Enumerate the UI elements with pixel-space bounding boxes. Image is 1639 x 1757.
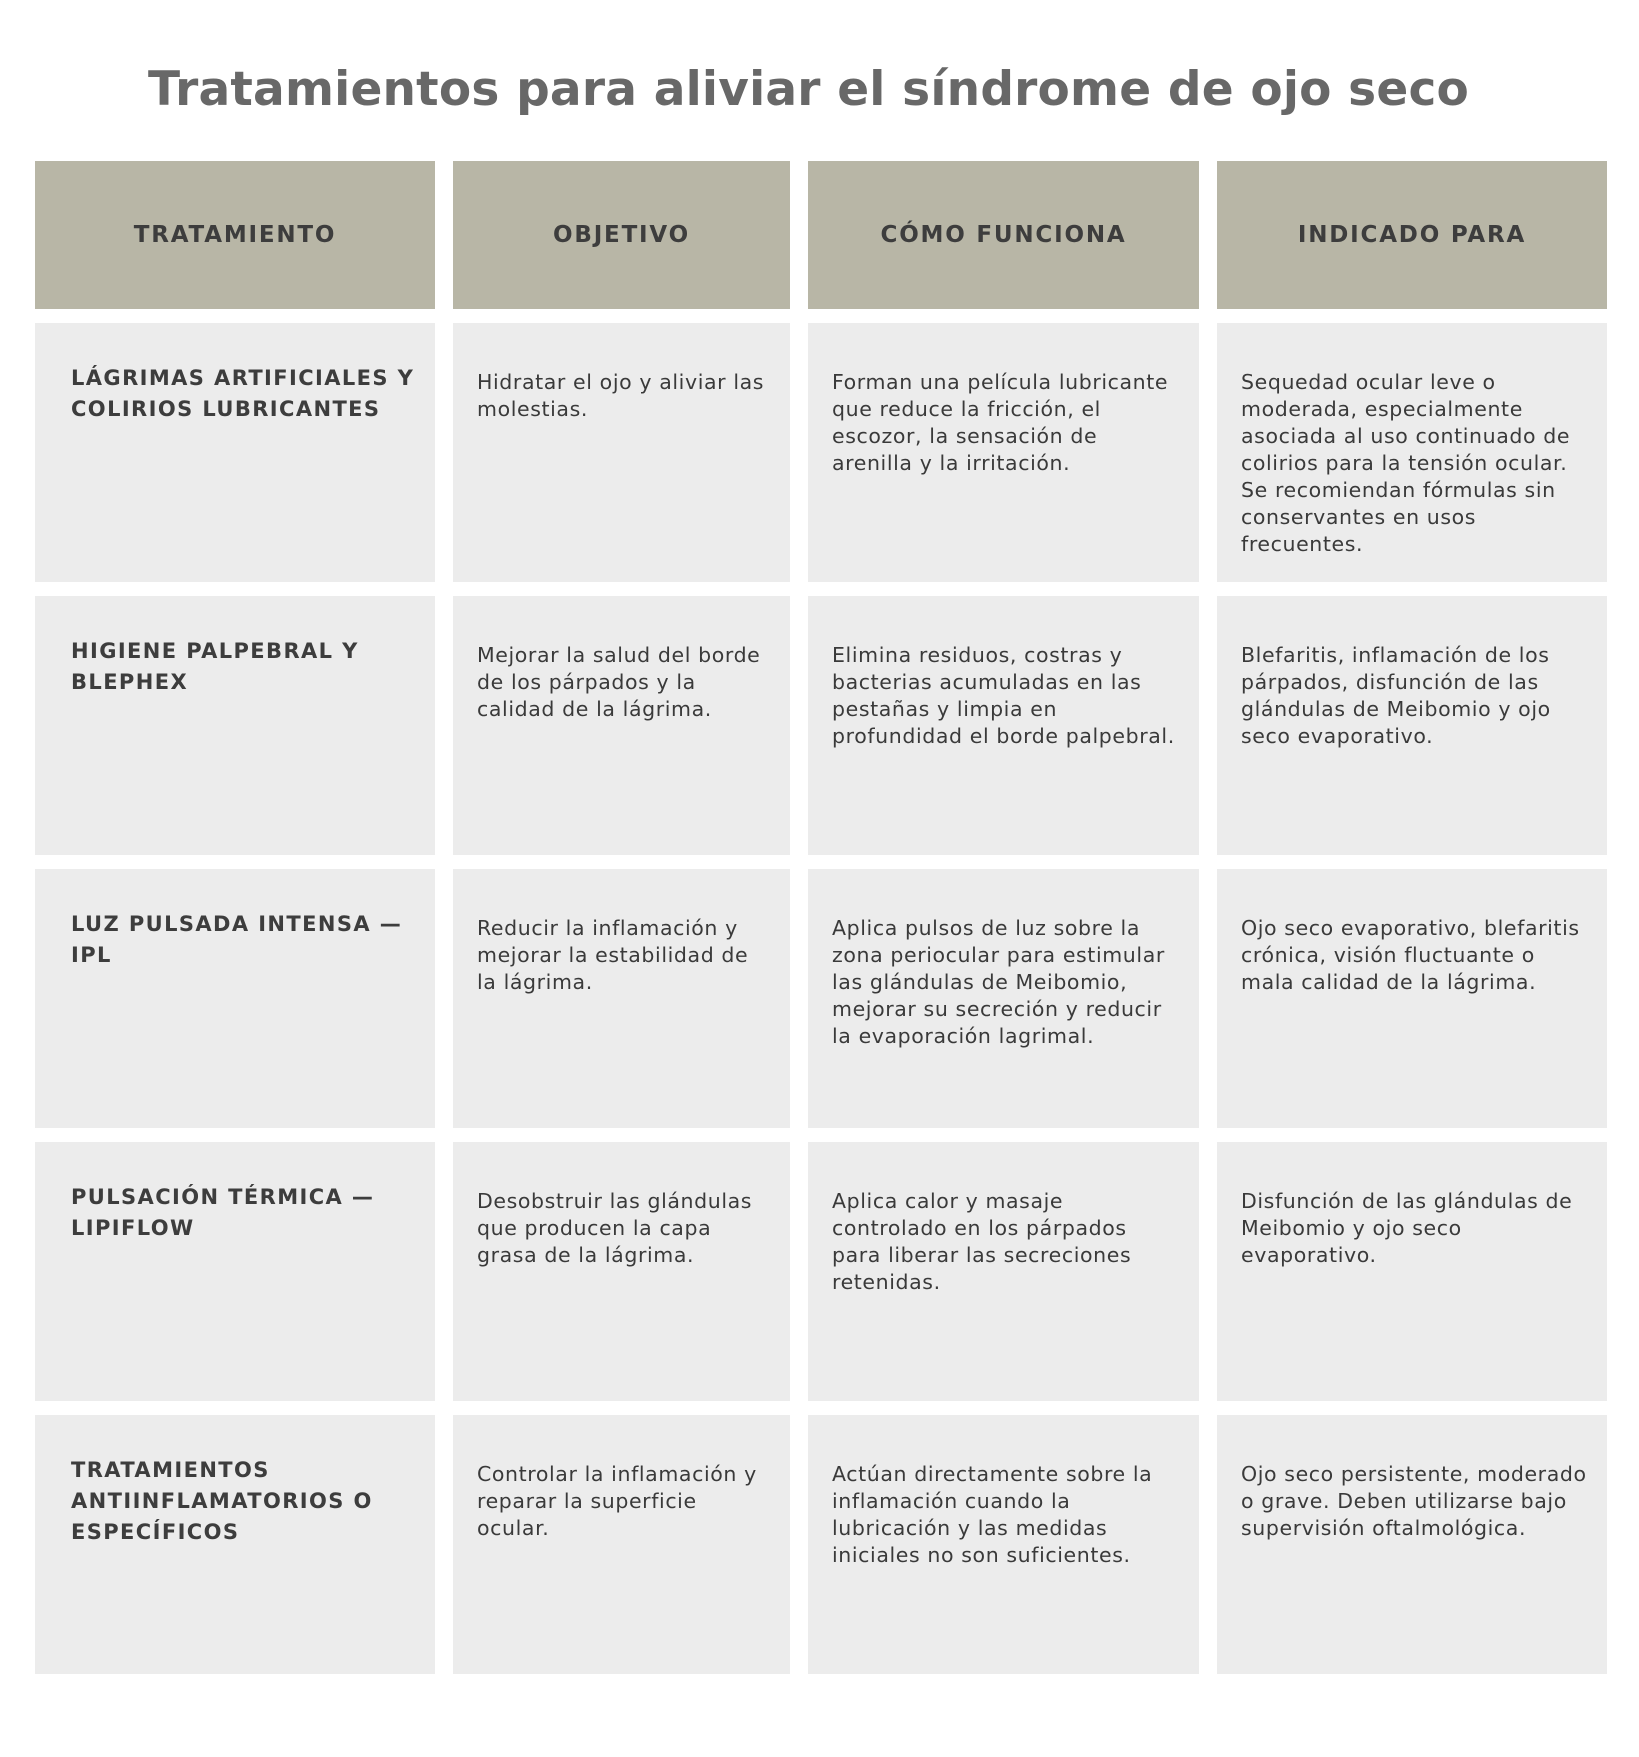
indicated-for-cell: Blefaritis, inflamación de los párpados, disfunción de las glándulas de Meibomio y ojo seco evaporativo. [1217,596,1607,855]
column-header-como-funciona: CÓMO FUNCIONA [808,161,1199,309]
column-header-tratamiento: TRATAMIENTO [35,161,435,309]
indicated-for-cell: Ojo seco evaporativo, blefaritis crónica, visión fluctuante o mala calidad de la lágrima. [1217,869,1607,1128]
objective-cell: Reducir la inflamación y mejorar la estabilidad de la lágrima. [453,869,790,1128]
treatment-name-cell: LUZ PULSADA INTENSA — IPL [35,869,435,1128]
column-header-objetivo: OBJETIVO [453,161,790,309]
how-it-works-cell: Aplica pulsos de luz sobre la zona periocular para estimular las glándulas de Meibomio, mejorar su secreción y reducir la evaporación lagrimal. [808,869,1199,1128]
indicated-for-cell: Sequedad ocular leve o moderada, especialmente asociada al uso continuado de colirios para la tensión ocular. Se recomiendan fórmulas sin conservantes en usos frecuentes. [1217,323,1607,582]
treatment-name-cell: PULSACIÓN TÉRMICA — LIPIFLOW [35,1142,435,1401]
how-it-works-cell: Aplica calor y masaje controlado en los párpados para liberar las secreciones retenidas. [808,1142,1199,1401]
objective-cell: Mejorar la salud del borde de los párpados y la calidad de la lágrima. [453,596,790,855]
how-it-works-cell: Elimina residuos, costras y bacterias acumuladas en las pestañas y limpia en profundidad el borde palpebral. [808,596,1199,855]
objective-cell: Desobstruir las glándulas que producen la capa grasa de la lágrima. [453,1142,790,1401]
treatments-table [35,161,1607,1674]
how-it-works-cell: Forman una película lubricante que reduce la fricción, el escozor, la sensación de arenilla y la irritación. [808,323,1199,582]
treatment-name-cell: HIGIENE PALPEBRAL Y BLEPHEX [35,596,435,855]
objective-cell: Hidratar el ojo y aliviar las molestias. [453,323,790,582]
treatment-name-cell: LÁGRIMAS ARTIFICIALES Y COLIRIOS LUBRICANTES [35,323,435,582]
indicated-for-cell: Ojo seco persistente, moderado o grave. Deben utilizarse bajo supervisión oftalmológica. [1217,1415,1607,1674]
treatment-name-cell: TRATAMIENTOS ANTIINFLAMATORIOS O ESPECÍFICOS [35,1415,435,1674]
how-it-works-cell: Actúan directamente sobre la inflamación cuando la lubricación y las medidas iniciales no son suficientes. [808,1415,1199,1674]
objective-cell: Controlar la inflamación y reparar la superficie ocular. [453,1415,790,1674]
column-header-indicado-para: INDICADO PARA [1217,161,1607,309]
indicated-for-cell: Disfunción de las glándulas de Meibomio y ojo seco evaporativo. [1217,1142,1607,1401]
page-title: Tratamientos para aliviar el síndrome de ojo seco [147,62,1469,117]
